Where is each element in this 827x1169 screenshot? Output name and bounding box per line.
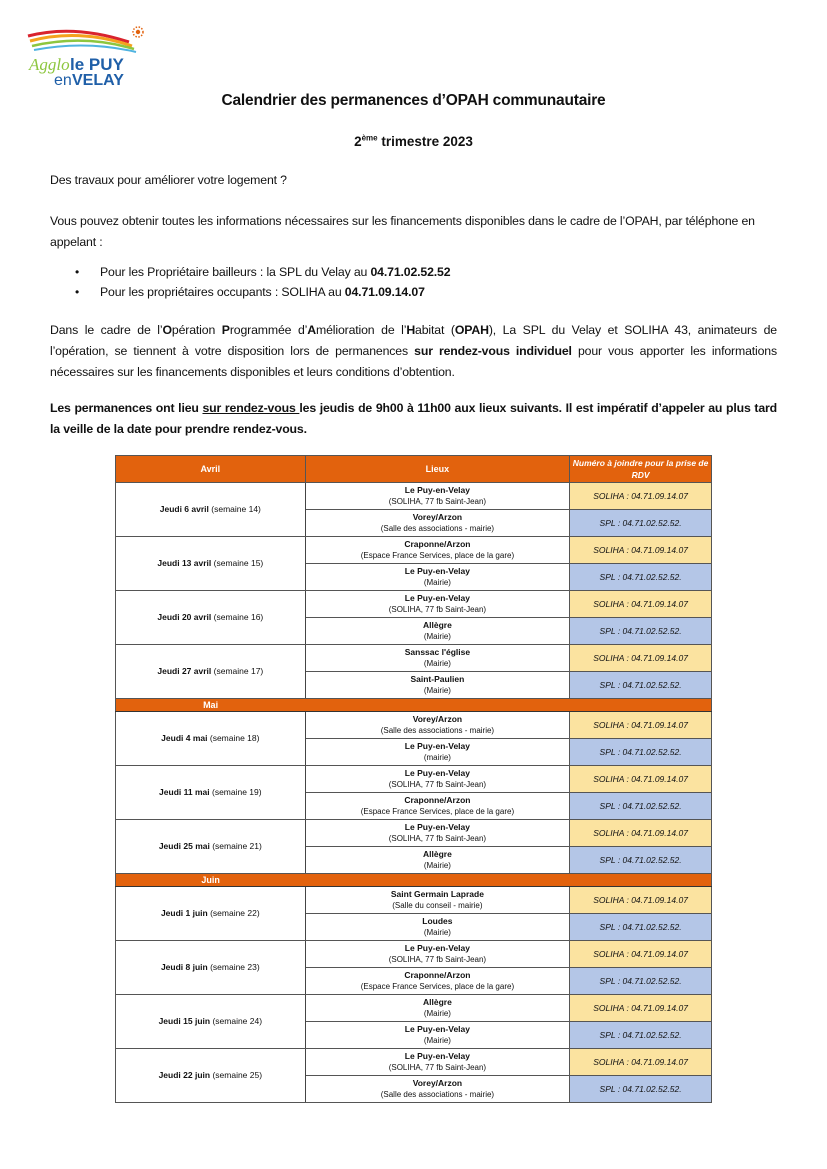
- place-detail: (Mairie): [423, 659, 451, 668]
- contact-spl: SPL : 04.71.02.52.52.: [570, 739, 712, 766]
- session-place: [305, 793, 570, 820]
- session-day: Jeudi 15 juin: [158, 1016, 211, 1026]
- svg-text:le PUY: le PUY: [70, 55, 124, 74]
- contact-soliha: SOLIHA : 04.71.09.14.07: [570, 766, 712, 793]
- session-day: Jeudi 25 mai: [158, 841, 210, 851]
- place-name: Le Puy-en-Velay: [404, 822, 470, 832]
- place-detail: (SOLIHA, 77 fb Saint-Jean): [388, 605, 487, 614]
- place-name: Le Puy-en-Velay: [404, 593, 470, 603]
- table-row: [116, 766, 712, 793]
- session-place: [305, 1022, 570, 1049]
- session-date: [116, 645, 306, 699]
- place-name: Le Puy-en-Velay: [404, 768, 470, 778]
- session-place: [305, 820, 570, 847]
- contact-spl: SPL : 04.71.02.52.52.: [570, 847, 712, 874]
- place-detail: (Mairie): [423, 1036, 451, 1045]
- contact-soliha: SOLIHA : 04.71.09.14.07: [570, 941, 712, 968]
- session-place: [305, 712, 570, 739]
- place-detail: (Mairie): [423, 632, 451, 641]
- contact-soliha: SOLIHA : 04.71.09.14.07: [570, 995, 712, 1022]
- contact-spl: SPL : 04.71.02.52.52.: [570, 564, 712, 591]
- place-name: Le Puy-en-Velay: [404, 741, 470, 751]
- session-date: [116, 483, 306, 537]
- place-detail: (Salle du conseil - mairie): [392, 901, 483, 910]
- session-day: Jeudi 20 avril: [157, 612, 212, 622]
- contact-soliha: SOLIHA : 04.71.09.14.07: [570, 887, 712, 914]
- session-week: (semaine 18): [209, 733, 260, 743]
- month-band-row: [116, 699, 712, 712]
- place-detail: (SOLIHA, 77 fb Saint-Jean): [388, 780, 487, 789]
- session-week: (semaine 16): [213, 612, 264, 622]
- logo-graphic-icon: [24, 22, 154, 88]
- contact-spl: SPL : 04.71.02.52.52.: [570, 1076, 712, 1103]
- month-label: Mai: [116, 699, 306, 712]
- session-day: Jeudi 11 mai: [159, 787, 210, 797]
- session-date: [116, 766, 306, 820]
- table-row: [116, 645, 712, 672]
- table-row: [116, 591, 712, 618]
- header-month: Avril: [116, 456, 306, 483]
- session-day: Jeudi 22 juin: [158, 1070, 211, 1080]
- session-place: [305, 1049, 570, 1076]
- session-place: [305, 564, 570, 591]
- place-detail: (Mairie): [423, 686, 451, 695]
- session-week: (semaine 14): [211, 504, 261, 514]
- session-day: Jeudi 27 avril: [157, 666, 212, 676]
- session-place: [305, 887, 570, 914]
- month-band-fill: [305, 699, 711, 712]
- place-detail: (SOLIHA, 77 fb Saint-Jean): [388, 955, 487, 964]
- session-place: [305, 1076, 570, 1103]
- table-row: [116, 537, 712, 564]
- contact-soliha: SOLIHA : 04.71.09.14.07: [570, 820, 712, 847]
- table-row: [116, 941, 712, 968]
- place-detail: (Espace France Services, place de la gare): [360, 551, 515, 560]
- place-name: Loudes: [422, 916, 453, 926]
- place-detail: (Espace France Services, place de la gare): [360, 982, 515, 991]
- session-day: Jeudi 13 avril: [157, 558, 212, 568]
- phone-spl: 04.71.02.52.52: [370, 265, 451, 279]
- contact-soliha: SOLIHA : 04.71.09.14.07: [570, 537, 712, 564]
- document-title: Calendrier des permanences d’OPAH communautaire: [221, 92, 606, 109]
- session-week: (semaine 21): [212, 841, 262, 851]
- schedule-body: [116, 483, 712, 1103]
- session-place: [305, 510, 570, 537]
- table-row: [116, 1049, 712, 1076]
- place-name: Le Puy-en-Velay: [404, 485, 470, 495]
- session-place: [305, 672, 570, 699]
- session-week: (semaine 23): [210, 962, 260, 972]
- place-name: Vorey/Arzon: [412, 1078, 463, 1088]
- appointment-notice: Les permanences ont lieu sur rendez-vous les jeudis de 9h00 à 11h00 aux lieux suivants. Il est impératif d’appeler au plus tard la veille de la date pour prendre rendez-vous.: [50, 401, 778, 436]
- place-name: Le Puy-en-Velay: [404, 943, 470, 953]
- place-name: Saint-Paulien: [410, 674, 465, 684]
- session-place: [305, 618, 570, 645]
- session-day: Jeudi 6 avril: [159, 504, 209, 514]
- place-detail: (Espace France Services, place de la gare): [360, 807, 515, 816]
- session-day: Jeudi 8 juin: [160, 962, 208, 972]
- place-name: Vorey/Arzon: [412, 714, 463, 724]
- session-date: [116, 712, 306, 766]
- place-detail: (SOLIHA, 77 fb Saint-Jean): [388, 497, 487, 506]
- place-detail: (Salle des associations - mairie): [380, 726, 495, 735]
- session-date: [116, 941, 306, 995]
- place-name: Le Puy-en-Velay: [404, 566, 470, 576]
- table-row: [116, 712, 712, 739]
- contact-spl: SPL : 04.71.02.52.52.: [570, 793, 712, 820]
- place-name: Vorey/Arzon: [412, 512, 463, 522]
- contact-spl: SPL : 04.71.02.52.52.: [570, 618, 712, 645]
- session-place: [305, 995, 570, 1022]
- session-week: (semaine 25): [212, 1070, 263, 1080]
- table-row: [116, 887, 712, 914]
- session-date: [116, 1049, 306, 1103]
- session-week: (semaine 22): [210, 908, 260, 918]
- place-name: Le Puy-en-Velay: [404, 1024, 470, 1034]
- session-place: [305, 591, 570, 618]
- table-row: [116, 995, 712, 1022]
- session-place: [305, 968, 570, 995]
- contact-soliha: SOLIHA : 04.71.09.14.07: [570, 591, 712, 618]
- header-contact-number: Numéro à joindre pour la prise de RDV: [570, 456, 712, 483]
- session-place: [305, 739, 570, 766]
- svg-text:Agglo: Agglo: [29, 55, 70, 74]
- place-name: Craponne/Arzon: [404, 539, 471, 549]
- place-name: Le Puy-en-Velay: [404, 1051, 470, 1061]
- place-name: Allègre: [422, 849, 452, 859]
- contact-spl: SPL : 04.71.02.52.52.: [570, 672, 712, 699]
- place-name: Sanssac l'église: [404, 647, 471, 657]
- intro-info: Vous pouvez obtenir toutes les informations nécessaires sur les financements disponibles dans le cadre de l’OPAH, par téléphone en appelant :: [50, 214, 755, 249]
- place-name: Craponne/Arzon: [404, 795, 471, 805]
- table-row: [116, 483, 712, 510]
- contact-item-occupants: • Pour les propriétaires occupants : SOLIHA au 04.71.09.14.07: [75, 282, 450, 302]
- session-week: (semaine 19): [211, 787, 262, 797]
- contact-soliha: SOLIHA : 04.71.09.14.07: [570, 483, 712, 510]
- place-name: Saint Germain Laprade: [390, 889, 484, 899]
- month-band-row: [116, 874, 712, 887]
- month-label: Juin: [116, 874, 306, 887]
- session-place: [305, 766, 570, 793]
- session-week: (semaine 15): [213, 558, 264, 568]
- place-detail: (Mairie): [423, 928, 451, 937]
- contact-spl: SPL : 04.71.02.52.52.: [570, 914, 712, 941]
- contact-soliha: SOLIHA : 04.71.09.14.07: [570, 712, 712, 739]
- contact-soliha: SOLIHA : 04.71.09.14.07: [570, 1049, 712, 1076]
- contact-spl: SPL : 04.71.02.52.52.: [570, 968, 712, 995]
- contact-spl: SPL : 04.71.02.52.52.: [570, 1022, 712, 1049]
- session-week: (semaine 24): [212, 1016, 263, 1026]
- svg-text:en: en: [54, 72, 72, 88]
- session-date: [116, 995, 306, 1049]
- session-date: [116, 537, 306, 591]
- place-detail: (Salle des associations - mairie): [380, 1090, 495, 1099]
- context-paragraph: Dans le cadre de l’Opération Programmée d’Amélioration de l’Habitat (OPAH), La SPL du Velay et SOLIHA 43, animateurs de l’opération, se tiennent à votre disposition lors de permanences sur rendez-vous individuel pour vous apporter les informations nécessaires sur les financements disponibles et leurs conditions d’obtention.: [50, 323, 777, 379]
- schedule-table: [115, 455, 712, 1103]
- contact-item-bailleurs: • Pour les Propriétaire bailleurs : la SPL du Velay au 04.71.02.52.52: [75, 262, 450, 282]
- place-detail: (Mairie): [423, 578, 451, 587]
- place-name: Craponne/Arzon: [404, 970, 471, 980]
- session-place: [305, 483, 570, 510]
- place-detail: (SOLIHA, 77 fb Saint-Jean): [388, 834, 487, 843]
- session-date: [116, 887, 306, 941]
- place-detail: (SOLIHA, 77 fb Saint-Jean): [388, 1063, 487, 1072]
- session-place: [305, 941, 570, 968]
- session-place: [305, 914, 570, 941]
- table-header-row: [116, 456, 712, 483]
- session-place: [305, 645, 570, 672]
- place-name: Allègre: [422, 620, 452, 630]
- table-row: [116, 820, 712, 847]
- contact-soliha: SOLIHA : 04.71.09.14.07: [570, 645, 712, 672]
- phone-soliha: 04.71.09.14.07: [344, 285, 425, 299]
- session-place: [305, 847, 570, 874]
- header-places: Lieux: [305, 456, 570, 483]
- place-detail: (Salle des associations - mairie): [380, 524, 495, 533]
- contact-spl: SPL : 04.71.02.52.52.: [570, 510, 712, 537]
- svg-text:VELAY: VELAY: [72, 72, 124, 88]
- session-day: Jeudi 4 mai: [161, 733, 208, 743]
- session-date: [116, 820, 306, 874]
- session-week: (semaine 17): [213, 666, 264, 676]
- document-subtitle: 2ème trimestre 2023: [354, 133, 473, 149]
- place-detail: (mairie): [423, 753, 451, 762]
- month-band-fill: [305, 874, 711, 887]
- intro-question: Des travaux pour améliorer votre logement ?: [50, 173, 287, 187]
- session-date: [116, 591, 306, 645]
- contact-list: [75, 262, 450, 302]
- session-day: Jeudi 1 juin: [160, 908, 208, 918]
- session-place: [305, 537, 570, 564]
- place-detail: (Mairie): [423, 1009, 451, 1018]
- place-name: Allègre: [422, 997, 452, 1007]
- place-detail: (Mairie): [423, 861, 451, 870]
- agglo-le-puy-en-velay-logo: [24, 22, 154, 88]
